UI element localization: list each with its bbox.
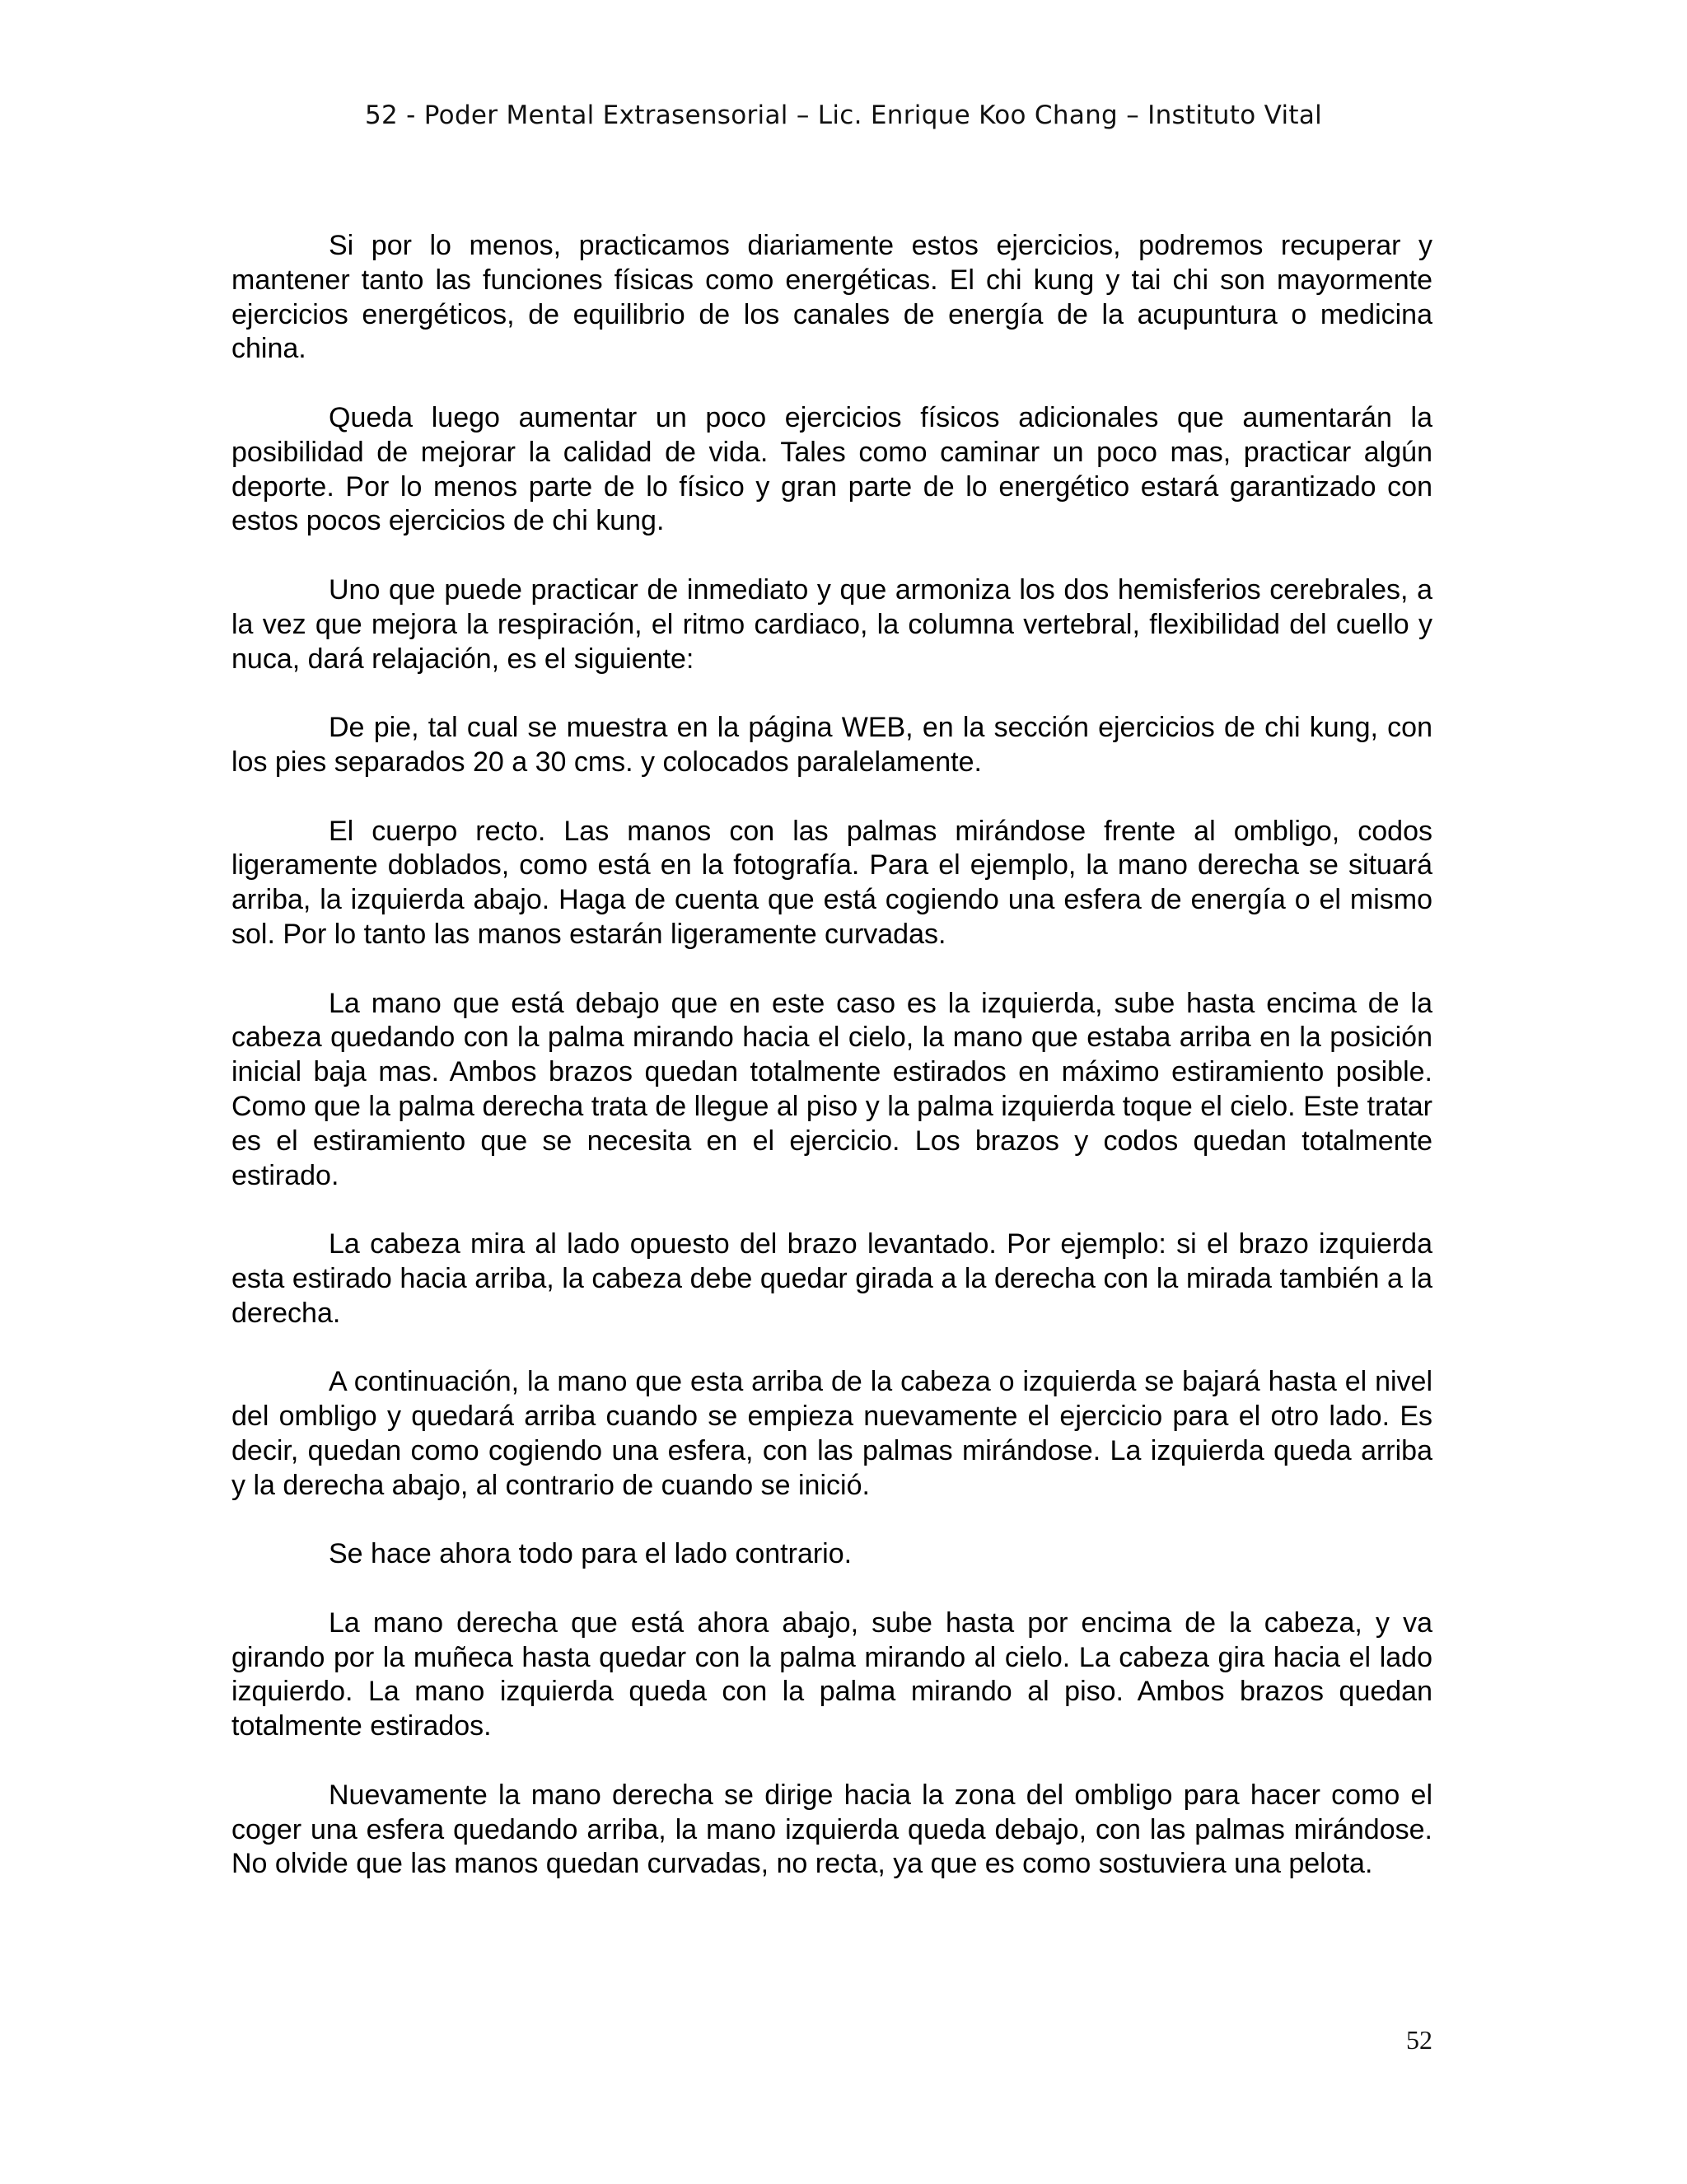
- paragraph: La mano derecha que está ahora abajo, sube hasta por encima de la cabeza, y va girando por la muñeca hasta quedar con la palma mirando al cielo. La cabeza gira hacia el lado izquierdo. La mano izquierda queda con la palma mirando al piso. Ambos brazos quedan totalmente estirados.: [231, 1606, 1432, 1742]
- paragraph: Nuevamente la mano derecha se dirige hacia la zona del ombligo para hacer como el coger una esfera quedando arriba, la mano izquierda queda debajo, con las palmas mirándose. No olvide que las manos quedan curvadas, no recta, ya que es como sostuviera una pelota.: [231, 1779, 1432, 1880]
- paragraph: La mano que está debajo que en este caso es la izquierda, sube hasta encima de la cabeza quedando con la palma mirando hacia el cielo, la mano que estaba arriba en la posición inicial baja mas. Ambos brazos quedan totalmente estirados en máximo estiramiento posible. Como que la palma derecha trata de llegue al piso y la palma izquierda toque el cielo. Este tratar es el estiramiento que se necesita en el ejercicio. Los brazos y codos quedan totalmente estirado.: [231, 987, 1432, 1191]
- paragraph: Si por lo menos, practicamos diariamente estos ejercicios, podremos recuperar y mantener tanto las funciones físicas como energéticas. El chi kung y tai chi son mayormente ejercicios energéticos, de equilibrio de los canales de energía de la acupuntura o medicina china.: [231, 230, 1432, 365]
- paragraph: Uno que puede practicar de inmediato y que armoniza los dos hemisferios cerebrales, a la vez que mejora la respiración, el ritmo cardiaco, la columna vertebral, flexibilidad del cuello y nuca, dará relajación, es el siguiente:: [231, 573, 1432, 675]
- body-text: [231, 229, 1432, 1882]
- paragraph: Se hace ahora todo para el lado contrario.: [329, 1538, 853, 1570]
- running-header: 52 - Poder Mental Extrasensorial – Lic. Enrique Koo Chang – Instituto Vital: [364, 101, 1323, 130]
- paragraph: La cabeza mira al lado opuesto del brazo levantado. Por ejemplo: si el brazo izquierda esta estirado hacia arriba, la cabeza debe quedar girada a la derecha con la mirada también a la derecha.: [231, 1228, 1432, 1329]
- paragraph: Queda luego aumentar un poco ejercicios físicos adicionales que aumentarán la posibilidad de mejorar la calidad de vida. Tales como caminar un poco mas, practicar algún deporte. Por lo menos parte de lo físico y gran parte de lo energético estará garantizado con estos pocos ejercicios de chi kung.: [231, 401, 1432, 537]
- paragraph: El cuerpo recto. Las manos con las palmas mirándose frente al ombligo, codos ligeramente doblados, como está en la fotografía. Para el ejemplo, la mano derecha se situará arriba, la izquierda abajo. Haga de cuenta que está cogiendo una esfera de energía o el mismo sol. Por lo tanto las manos estarán ligeramente curvadas.: [231, 815, 1432, 950]
- page-number: 52: [1406, 2025, 1432, 2055]
- paragraph: De pie, tal cual se muestra en la página WEB, en la sección ejercicios de chi kung, con los pies separados 20 a 30 cms. y colocados paralelamente.: [231, 712, 1432, 778]
- paragraph: A continuación, la mano que esta arriba de la cabeza o izquierda se bajará hasta el nivel del ombligo y quedará arriba cuando se empieza nuevamente el ejercicio para el otro lado. Es decir, quedan como cogiendo una esfera, con las palmas mirándose. La izquierda queda arriba y la derecha abajo, al contrario de cuando se inició.: [231, 1366, 1432, 1501]
